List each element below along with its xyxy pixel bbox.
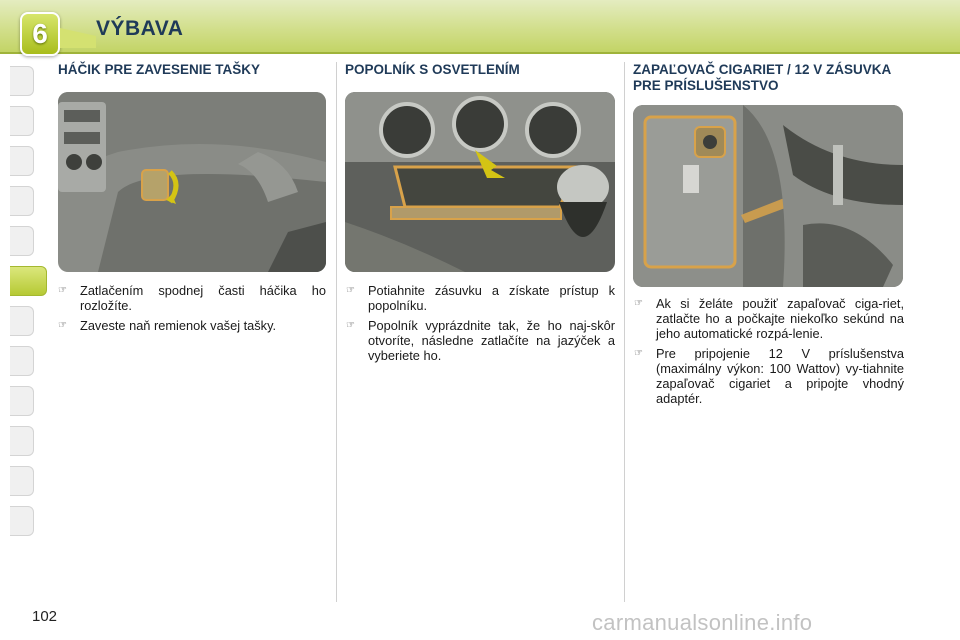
header-divider: [0, 52, 960, 54]
section-ashtray: [345, 62, 615, 78]
side-tab[interactable]: [10, 186, 34, 216]
pointing-hand-icon: ☞: [58, 285, 67, 296]
list-item: ☞ Zaveste naň remienok vašej tašky.: [58, 318, 277, 333]
pointing-hand-icon: ☞: [346, 320, 355, 331]
side-tab[interactable]: [10, 106, 34, 136]
side-tab[interactable]: [10, 66, 34, 96]
section-heading: POPOLNÍK S OSVETLENÍM: [345, 62, 520, 77]
side-tab[interactable]: [10, 426, 34, 456]
bag-hook-photo: [58, 92, 326, 272]
list-item: ☞ Pre pripojenie 12 V príslušenstva (maximálny výkon: 100 Wattov) vy-tiahnite zapaľovač cigariet a pripojte vhodný adaptér.: [634, 346, 904, 406]
section-bag-hook: [58, 62, 328, 78]
cigarette-lighter-instructions: [634, 296, 904, 411]
side-tab[interactable]: [10, 226, 34, 256]
bag-hook-instructions: [58, 283, 326, 338]
chapter-number: 6: [32, 18, 48, 49]
section-heading: ZAPAĽOVAČ CIGARIET / 12 V ZÁSUVKA PRE PRÍSLUŠENSTVO: [633, 62, 891, 93]
cigarette-lighter-photo: [633, 105, 903, 287]
side-tab[interactable]: [10, 346, 34, 376]
column-separator: [336, 62, 337, 602]
side-tab[interactable]: [10, 466, 34, 496]
pointing-hand-icon: ☞: [346, 285, 355, 296]
column-separator: [624, 62, 625, 602]
section-heading: HÁČIK PRE ZAVESENIE TAŠKY: [58, 62, 261, 77]
side-tab-active[interactable]: [10, 266, 47, 296]
ashtray-photo: [345, 92, 615, 272]
side-tab[interactable]: [10, 146, 34, 176]
side-tab[interactable]: [10, 386, 34, 416]
ashtray-instructions: [346, 283, 615, 368]
pointing-hand-icon: ☞: [634, 298, 643, 309]
section-cigarette-lighter: [633, 62, 905, 94]
list-item: ☞ Popolník vyprázdnite tak, že ho naj-skôr otvoríte, následne zatlačíte na jazýček a vyberiete ho.: [346, 318, 615, 363]
pointing-hand-icon: ☞: [634, 348, 643, 359]
list-item: ☞ Zatlačením spodnej časti háčika ho rozložíte.: [58, 283, 326, 313]
page-number: 102: [32, 608, 58, 625]
watermark: carmanualsonline.info: [592, 610, 813, 635]
chapter-title: VÝBAVA: [96, 17, 184, 40]
chapter-side-tabs: [10, 66, 34, 546]
chapter-number-badge: [20, 12, 60, 56]
list-item: ☞ Ak si želáte použiť zapaľovač ciga-riet, zatlačte ho a počkajte niekoľko sekúnd na jeho automatické rozpá-lenie.: [634, 296, 904, 341]
side-tab[interactable]: [10, 506, 34, 536]
side-tab[interactable]: [10, 306, 34, 336]
list-item: ☞ Potiahnite zásuvku a získate prístup k popolníku.: [346, 283, 615, 313]
pointing-hand-icon: ☞: [58, 320, 67, 331]
